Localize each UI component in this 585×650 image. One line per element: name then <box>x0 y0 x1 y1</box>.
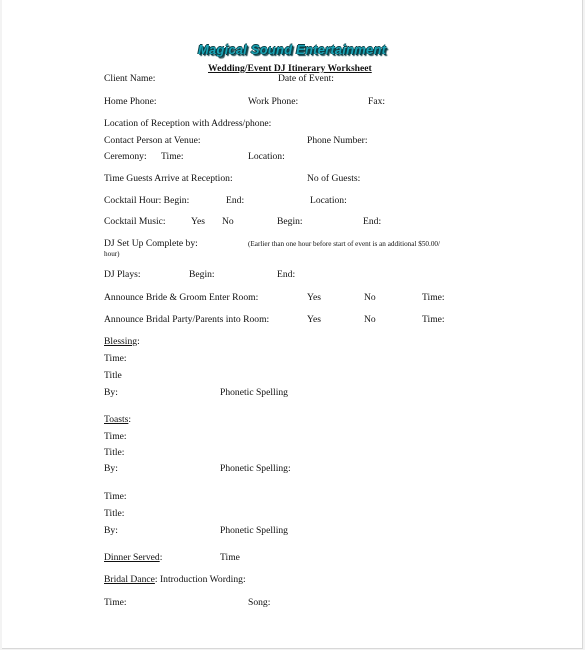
blessing-title-label: Title <box>104 370 122 381</box>
reception-location-label: Location of Reception with Address/phone: <box>104 118 272 129</box>
toasts-heading-text: Toasts <box>104 414 129 425</box>
cocktail-music-label: Cocktail Music: <box>104 216 166 227</box>
fax-label: Fax: <box>368 96 386 107</box>
announce-party-yes: Yes <box>307 314 321 325</box>
announce-party-no: No <box>364 314 376 325</box>
phone-number-label: Phone Number: <box>307 135 368 146</box>
dinner-heading-text: Dinner Served <box>104 552 160 563</box>
page-title: Wedding/Event DJ Itinerary Worksheet <box>208 63 372 74</box>
cocktail-music-yes: Yes <box>191 216 205 227</box>
blessing-heading-colon: : <box>137 336 140 347</box>
toast1-by-label: By: <box>104 463 118 474</box>
guests-arrive-label: Time Guests Arrive at Reception: <box>104 173 233 184</box>
bridal-dance-heading <box>104 575 246 585</box>
bridal-dance-intro-label: : Introduction Wording: <box>154 574 246 585</box>
ceremony-label: Ceremony: <box>104 151 147 162</box>
dinner-heading <box>104 553 162 563</box>
cocktail-end-label: End: <box>226 195 245 206</box>
toast2-by-label: By: <box>104 525 118 536</box>
contact-person-label: Contact Person at Venue: <box>104 135 201 146</box>
dj-plays-end: End: <box>277 269 296 280</box>
announce-party-time: Time: <box>422 314 445 325</box>
work-phone-label: Work Phone: <box>248 96 299 107</box>
toasts-heading <box>104 415 131 425</box>
date-of-event-label: Date of Event: <box>278 73 334 84</box>
toast2-title-label: Title: <box>104 508 125 519</box>
cocktail-music-begin: Begin: <box>277 216 303 227</box>
blessing-by-label: By: <box>104 387 118 398</box>
toast2-phonetic-label: Phonetic Spelling <box>220 525 288 536</box>
dj-setup-note: (Earlier than one hour before start of event is an additional $50.00/ <box>248 240 441 248</box>
blessing-heading <box>104 337 140 347</box>
announce-bride-yes: Yes <box>307 292 321 303</box>
blessing-phonetic-label: Phonetic Spelling <box>220 387 288 398</box>
client-name-label: Client Name: <box>104 73 156 84</box>
dj-setup-note-cont: hour) <box>104 250 120 258</box>
dj-setup-label: DJ Set Up Complete by: <box>104 238 198 249</box>
blessing-heading-text: Blessing <box>104 336 138 347</box>
announce-bride-label: Announce Bride & Groom Enter Room: <box>104 292 259 303</box>
announce-bride-time: Time: <box>422 292 445 303</box>
ceremony-location-label: Location: <box>248 151 285 162</box>
cocktail-music-end: End: <box>363 216 382 227</box>
dinner-heading-colon: : <box>159 552 163 563</box>
blessing-time-label: Time: <box>104 353 127 364</box>
toast2-time-label: Time: <box>104 491 127 502</box>
cocktail-location-label: Location: <box>310 195 347 206</box>
dinner-time-label: Time <box>220 552 240 563</box>
dj-plays-label: DJ Plays: <box>104 269 141 280</box>
num-guests-label: No of Guests: <box>307 173 361 184</box>
cocktail-hour-label: Cocktail Hour: Begin: <box>104 195 190 206</box>
dj-plays-begin: Begin: <box>189 269 215 280</box>
announce-party-label: Announce Bridal Party/Parents into Room: <box>104 314 270 325</box>
bridal-dance-time-label: Time: <box>104 597 127 608</box>
toast1-phonetic-label: Phonetic Spelling: <box>220 463 291 474</box>
company-logo: Magical Sound Entertainment <box>198 42 387 57</box>
toast1-time-label: Time: <box>104 431 127 442</box>
bridal-dance-heading-text: Bridal Dance <box>104 574 155 585</box>
ceremony-time-label: Time: <box>161 151 184 162</box>
home-phone-label: Home Phone: <box>104 96 157 107</box>
toast1-title-label: Title: <box>104 447 125 458</box>
worksheet-page <box>2 0 583 649</box>
cocktail-music-no: No <box>222 216 234 227</box>
toasts-heading-colon: : <box>128 414 132 425</box>
announce-bride-no: No <box>364 292 376 303</box>
bridal-dance-song-label: Song: <box>248 597 271 608</box>
